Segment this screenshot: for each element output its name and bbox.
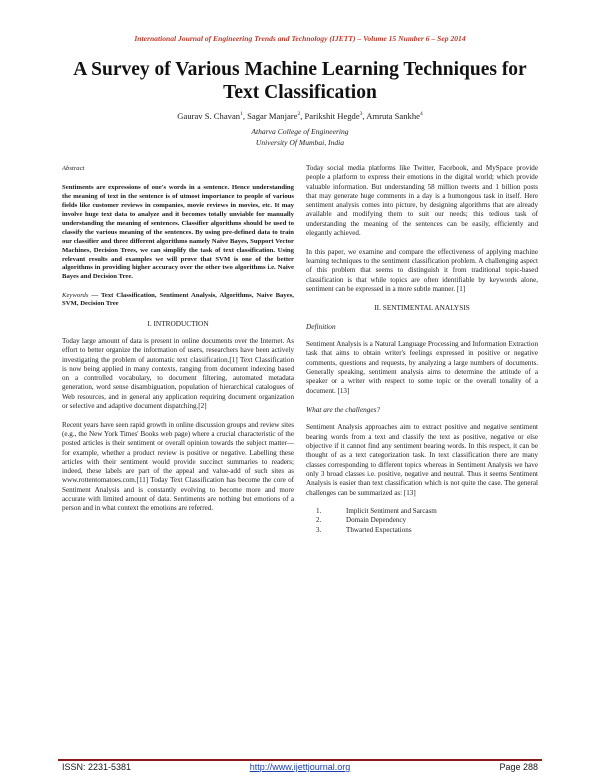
challenges-paragraph: Sentiment Analysis approaches aim to extract positive and negative sentiment bearing words from a text and classify the text as positive, negative or else objective if it cannot find any sentiment bearing words. In this respect, it can be thought of as a text categorization task. In text classification there are many classes corresponding to different topics whereas in Sentiment Analysis we have only 3 broad classes i.e. positive, negative and neutral. Thus it seems Sentiment Analysis is easier than text classification which is not quite the case. The general challenges can be summarized as: [13] — [306, 423, 538, 497]
footer-page-number: Page 288 — [499, 762, 538, 772]
list-item-text: Domain Dependency — [346, 516, 407, 525]
journal-header: International Journal of Engineering Trends and Technology (IJETT) – Volume 15 Number 6 – Sep 2014 — [134, 34, 466, 43]
author-affiliation-mark: 4 — [419, 111, 423, 118]
footer-journal-link[interactable]: http://www.ijettjournal.org — [249, 762, 351, 772]
list-item — [306, 516, 538, 525]
definition-paragraph: Sentiment Analysis is a Natural Language Processing and Information Extraction task that aims to obtain writer's feelings expressed in positive or negative comments, questions and requests, by analyzing a large numbers of documents. Generally speaking, sentiment analysis aims to determine the attitude of a speaker or a writer with respect to some topic or the overall tonality of a document. [13] — [306, 340, 538, 395]
subheading-definition: Definition — [306, 321, 336, 331]
author-name: Amruta Sankhe — [366, 111, 420, 121]
author-separator: , — [362, 111, 367, 121]
list-item — [306, 526, 538, 535]
author-affiliation-mark: 3 — [359, 111, 363, 118]
list-item-text: Implicit Sentiment and Sarcasm — [346, 507, 437, 516]
affiliation-college: Atharva College of Engineering — [251, 127, 349, 136]
keywords-label: Keywords — [62, 291, 89, 299]
author-affiliation-mark: 1 — [240, 111, 243, 118]
author-separator: , — [242, 111, 248, 121]
challenges-list — [306, 507, 538, 535]
keywords-text: Text Classification, Sentiment Analysis, Algorithms, Naive Bayes, SVM, Decision Tree — [62, 291, 294, 308]
list-item-number: 2. — [316, 516, 322, 525]
left-column — [62, 164, 294, 523]
footer-rule — [58, 759, 542, 761]
list-item-text: Thwarted Expectations — [346, 525, 412, 534]
affiliation-university: University Of Mumbai, India — [255, 138, 345, 147]
subheading-challenges: What are the challenges? — [306, 405, 381, 415]
list-item — [306, 507, 538, 516]
intro-paragraph-1: Today large amount of data is present in online documents over the Internet. As effort to better organize the information of users, researchers have been actively investigating the problem of automatic text classification.[1] Text Classification is now being applied in many contexts, ranging from document indexing based on a controlled vocabulary, to document filtering, automated metadata generation, word sense disambiguation, population of hierarchical catalogues of Web resources, and in general any application requiring document organization or selective and adaptive document dispatching.[2] — [62, 336, 294, 411]
paper-title: A Survey of Various Machine Learning Techniques for Text Classification — [73, 59, 527, 103]
abstract-label: Abstract — [62, 165, 85, 172]
intro-paragraph-4: In this paper, we examine and compare the effectiveness of applying machine learning techniques to the sentiment classification problem. A challenging aspect of this problem that seems to distinguish it from traditional topic-based classification is that while topics are often identifiable by keywords alone, sentiment can be expressed in a more subtle manner. [1] — [306, 247, 538, 293]
author-name: Sagar Manjare — [247, 111, 298, 121]
section-heading-sentimental-analysis: II. SENTIMENTAL ANALYSIS — [374, 303, 470, 313]
author-separator: , — [300, 111, 305, 121]
intro-paragraph-2: Recent years have seen rapid growth in online discussion groups and review sites (e.g., the New York Times' Books web page) where a crucial characteristic of the posted articles is their sentiment or overall opinion towards the subject matter— for example, whether a product review is positive or negative. Labelling these articles with their sentiment would provide succinct summaries to readers; indeed, these labels are part of the appeal and value-add of such sites as www.rottentomatoes.com.[11] Today Text Classification has become the core of Sentiment Analysis and is constantly evolving to become more and more accurate with limited amount of data. Sentiments are nothing but emotions of a person and in what context the emotions are referred. — [62, 420, 294, 513]
list-item-number: 3. — [316, 525, 322, 534]
section-heading-introduction: I. INTRODUCTION — [147, 318, 209, 328]
author-affiliation-mark: 2 — [297, 111, 301, 118]
right-column — [306, 164, 538, 535]
abstract-text: Sentiments are expressions of one's words in a sentence. Hence understanding the meaning of text in the sentence is of utmost importance to people of various fields like customer reviews in companies, movie reviews in movies, etc. It may involve huge text data to analyze and it becomes totally unviable for manually understanding the meaning of sentences. Classifier algorithms should be used to classify the various meaning of the sentences. By using pre-defined data to train our classifier and three different algorithms namely Naive Bayes, Support Vector Machines, Decision Trees, we can simplify the task of text classification. Using relevant results and examples we will prove that SVM is one of the better algorithms in providing higher accuracy over the other two algorithms i.e. Naive Bayes and Decision Tree. — [62, 184, 294, 281]
list-item-number: 1. — [316, 507, 322, 516]
author-name: Parikshit Hegde — [304, 111, 360, 121]
keywords-separator: — — [88, 291, 101, 299]
author-name: Gaurav S. Chavan — [177, 111, 241, 121]
keywords — [62, 292, 294, 310]
footer-issn: ISSN: 2231-5381 — [62, 762, 132, 772]
intro-paragraph-3: Today social media platforms like Twitter, Facebook, and MySpace provide people a platform to express their emotions in the digital world; which provide valuable information. But understanding 58 million tweets and 1 billion posts that may generate huge comments in a day is a humongous task in itself. Here sentiment analysis comes into picture, by designing algorithms that are already available and modifying them to suit our needs; this tedious task of understanding the meaning of the sentences can be easily, efficiently and elegantly achieved. — [306, 164, 538, 238]
author-list — [0, 111, 600, 121]
